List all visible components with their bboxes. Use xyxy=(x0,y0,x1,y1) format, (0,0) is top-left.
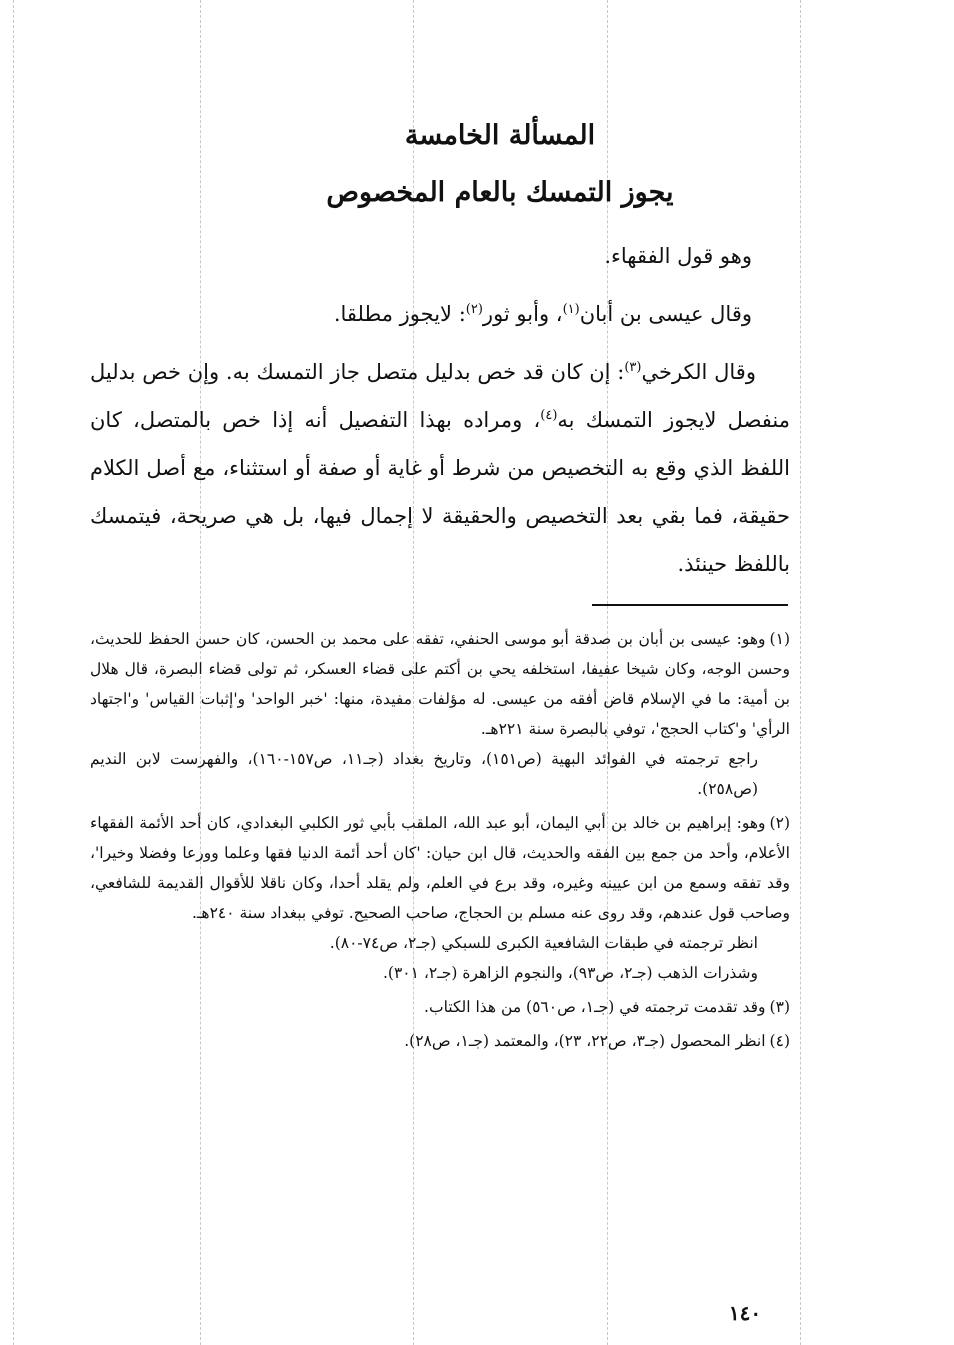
paragraph-text: : إن كان قد خص بدليل متصل جاز التمسك به. وإن خص بدليل منفصل لايجوز التمسك به xyxy=(90,360,790,432)
footnote-2 xyxy=(90,808,790,988)
footnote-body xyxy=(90,992,790,1022)
page-number: ١٤٠ xyxy=(728,1301,762,1325)
footnote-3 xyxy=(90,992,790,1022)
footnote-reference: راجع ترجمته في الفوائد البهية (ص١٥١)، وتاريخ بغداد (جـ١١، ص١٥٧-١٦٠)، والفهرست لابن النديم (ص٢٥٨). xyxy=(90,750,759,798)
footnote-ref-2[interactable]: (٢) xyxy=(465,302,483,317)
footnote-ref-3[interactable]: (٣) xyxy=(624,360,642,375)
main-body xyxy=(90,232,790,598)
footnote-reference: وشذرات الذهب (جـ٢، ص٩٣)، والنجوم الزاهرة (جـ٢، ٣٠١). xyxy=(382,964,758,982)
section-title: المسألة الخامسة xyxy=(404,120,596,151)
footnote-number: (١) xyxy=(769,630,790,648)
section-subtitle: يجوز التمسك بالعام المخصوص xyxy=(326,177,674,208)
footnotes-section xyxy=(90,624,790,1060)
paragraph-text: : لايجوز مطلقا. xyxy=(333,302,466,326)
footnote-text: وهو: عيسى بن أبان بن صدقة أبو موسى الحنفي، تفقه على محمد بن الحسن، كان حسن الحفظ للحديث، وحسن الوجه، وكان شيخا عفيفا، استخلفه يحي بن أكتم على قضاء العسكر، ثم تولى قضاء البصرة، قال هلال بن أمية: ما في الإسلام قاض أفقه من عيسى. له مؤلفات مفيدة، منها: 'خبر الواحد' و'إثبات القياس' و'اجتهاد الرأي' و'كتاب الحجج'، توفي بالبصرة سنة ٢٢١هـ. xyxy=(90,630,790,738)
paragraph-text: وهو قول الفقهاء. xyxy=(604,244,752,268)
footnote-body xyxy=(90,624,790,744)
paragraph-text: وقال الكرخي xyxy=(641,360,756,384)
footnote-body xyxy=(90,1026,790,1056)
paragraph-3 xyxy=(90,348,790,588)
footnote-ref-4[interactable]: (٤) xyxy=(540,408,558,423)
scan-guide-line xyxy=(13,0,14,1345)
footnote-text: وهو: إبراهيم بن خالد بن أبي اليمان، أبو عبد الله، الملقب بأبي ثور الكلبي البغدادي، كان أحد الأئمة الفقهاء الأعلام، وأحد من جمع بين الفقه والحديث، قال ابن حيان: 'كان أحد أئمة الدنيا فقها وعلما وورعا وفضلا وخيرا'، وقد تفقه وسمع من ابن عيينه وغيره، وقد برع في العلم، ولم يقلد أحدا، وكان ناقلا للأقوال القديمة للشافعي، وصاحب قول عندهم، وقد روى عنه مسلم بن الحجاج، صاحب الصحيح. توفي ببغداد سنة ٢٤٠هـ. xyxy=(90,814,790,922)
paragraph-1 xyxy=(90,232,790,280)
footnote-number: (٤) xyxy=(769,1032,790,1050)
footnote-4 xyxy=(90,1026,790,1056)
footnote-text: انظر المحصول (جـ٣، ص٢٢، ٢٣)، والمعتمد (جـ١، ص٢٨). xyxy=(404,1032,766,1050)
paragraph-2 xyxy=(90,290,790,338)
footnote-number: (٢) xyxy=(769,814,790,832)
footnote-text: وقد تقدمت ترجمته في (جـ١، ص٥٦٠) من هذا الكتاب. xyxy=(424,998,766,1016)
footnote-1 xyxy=(90,624,790,804)
scan-guide-line xyxy=(800,0,801,1345)
paragraph-text: ، ومراده بهذا التفصيل أنه إذا خص بالمتصل، كان اللفظ الذي وقع به التخصيص من شرط أو غاية أو صفة أو استثناء، مع أصل الكلام حقيقة، فما بقي بعد التخصيص والحقيقة لا إجمال فيها، بل هي صريحة، فيتمسك باللفظ حينئذ. xyxy=(90,408,790,576)
footnote-ref-1[interactable]: (١) xyxy=(562,302,580,317)
footnote-divider xyxy=(592,604,788,606)
footnote-number: (٣) xyxy=(769,998,790,1016)
footnote-body xyxy=(90,808,790,928)
paragraph-text: وقال عيسى بن أبان xyxy=(579,302,752,326)
paragraph-text: ، وأبو ثور xyxy=(482,302,563,326)
footnote-reference: انظر ترجمته في طبقات الشافعية الكبرى للسبكي (جـ٢، ص٧٤-٨٠). xyxy=(329,934,758,952)
